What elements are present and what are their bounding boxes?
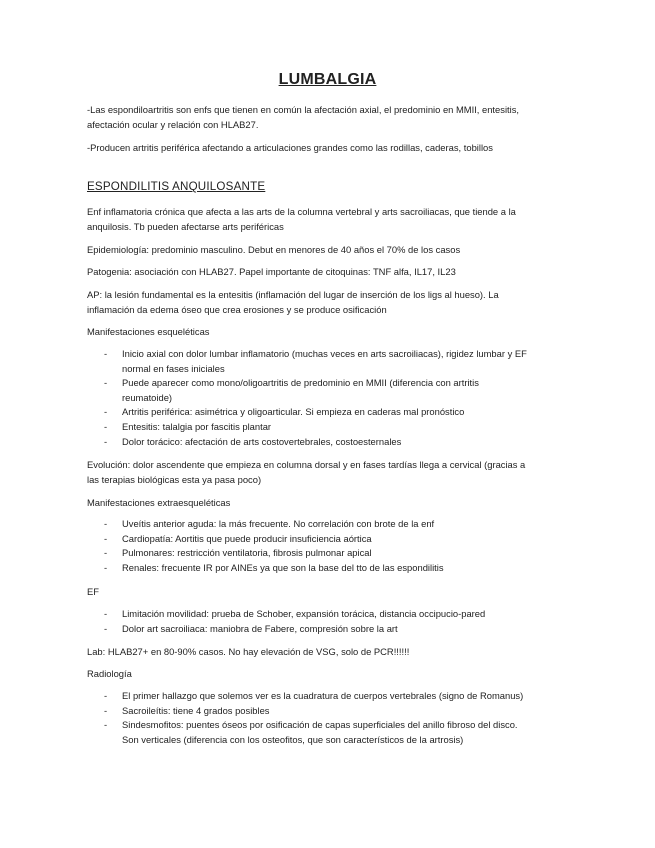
radiologia-label: Radiología	[87, 668, 132, 679]
list-item-text: Uveítis anterior aguda: la más frecuente. No correlación con brote de la enf	[122, 518, 435, 529]
intro-text-2: -Producen artritis periférica afectando a articulaciones grandes como las rodillas, caderas, tobillos	[87, 142, 493, 153]
list-item: - Puede aparecer como mono/oligoartritis de predominio en MMII (diferencia con artritis reumatoide)	[104, 377, 479, 403]
list-item-text: Cardiopatía: Aortitis que puede producir insuficiencia aórtica	[122, 532, 372, 544]
list-item-text: Pulmonares: restricción ventilatoria, fibrosis pulmonar apical	[122, 547, 372, 559]
list-item: - Entesitis: talalgia por fascitis plantar	[104, 420, 272, 432]
list-item: - Uveítis anterior aguda: la más frecuente. No correlación con brote de la enf	[104, 518, 435, 529]
list-item-text: Puede aparecer como mono/oligoartritis de predominio en MMII (diferencia con artritis reumatoide)	[122, 377, 479, 403]
ef-label: EF	[87, 586, 99, 597]
intro-paragraph-2	[87, 141, 527, 156]
list-item: - Cardiopatía: Aortitis que puede producir insuficiencia aórtica	[104, 532, 372, 544]
list-item: - Dolor art sacroiliaca: maniobra de Fabere, compresión sobre la art	[104, 622, 398, 634]
list-item: - Sacroileítis: tiene 4 grados posibles	[104, 704, 270, 716]
intro-paragraph-1	[87, 103, 527, 132]
manif-esq-list	[87, 347, 527, 449]
list-item: - Artritis periférica: asimétrica y oligoarticular. Si empieza en caderas mal pronóstico	[104, 406, 465, 418]
lab-text: Lab: HLAB27+ en 80-90% casos. No hay elevación de VSG, solo de PCR!!!!!!	[87, 646, 410, 657]
epidemiologia-paragraph	[87, 243, 527, 258]
list-item-text: Dolor art sacroiliaca: maniobra de Fabere, compresión sobre la art	[122, 622, 398, 634]
list-item-text: Renales: frecuente IR por AINEs ya que son la base del tto de las espondilitis	[122, 561, 444, 573]
evolucion-paragraph	[87, 458, 527, 487]
list-item-text: Sacroileítis: tiene 4 grados posibles	[122, 704, 270, 716]
list-item: - Sindesmofitos: puentes óseos por osificación de capas superficiales del anillo fibroso del disco. Son verticales (diferencia con los osteofitos, que son característicos de la artrosis)	[104, 719, 518, 745]
epidemiologia-text: Epidemiología: predominio masculino. Debut en menores de 40 años el 70% de los casos	[87, 244, 461, 255]
list-item-text: Entesitis: talalgia por fascitis plantar	[122, 420, 272, 432]
ef-list	[87, 607, 527, 636]
intro-text-1: -Las espondiloartritis son enfs que tienen en común la afectación axial, el predominio en MMII, entesitis, afectación ocular y relación con HLAB27.	[87, 104, 520, 130]
list-item: - Dolor torácico: afectación de arts costovertebrales, costoesternales	[104, 435, 402, 447]
list-item: - El primer hallazgo que solemos ver es la cuadratura de cuerpos vertebrales (signo de Romanus)	[104, 690, 524, 701]
evolucion-text: Evolución: dolor ascendente que empieza en columna dorsal y en fases tardías llega a cervical (gracias a las terapias biológicas esta ya pasa poco)	[87, 459, 526, 485]
list-item-text: Sindesmofitos: puentes óseos por osificación de capas superficiales del anillo fibroso del disco. Son verticales (diferencia con los osteofitos, que son característicos de la artrosis)	[122, 719, 518, 745]
manif-extra-list	[87, 517, 527, 575]
patogenia-paragraph	[87, 265, 527, 280]
page-title: LUMBALGIA	[278, 71, 377, 88]
list-item-text: El primer hallazgo que solemos ver es la cuadratura de cuerpos vertebrales (signo de Romanus)	[122, 690, 524, 701]
lab-paragraph	[87, 645, 527, 660]
ap-paragraph	[87, 288, 527, 317]
section-heading: ESPONDILITIS ANQUILOSANTE	[87, 180, 266, 193]
list-item: - Renales: frecuente IR por AINEs ya que son la base del tto de las espondilitis	[104, 561, 444, 573]
list-item: - Limitación movilidad: prueba de Schober, expansión torácica, distancia occipucio-pared	[104, 608, 486, 619]
manif-extra-label: Manifestaciones extraesqueléticas	[87, 497, 231, 508]
list-item-text: Artritis periférica: asimétrica y oligoarticular. Si empieza en caderas mal pronóstico	[122, 406, 465, 418]
list-item-text: Limitación movilidad: prueba de Schober, expansión torácica, distancia occipucio-pared	[122, 608, 486, 619]
manif-esq-label: Manifestaciones esqueléticas	[87, 326, 210, 337]
list-item: - Pulmonares: restricción ventilatoria, fibrosis pulmonar apical	[104, 547, 372, 559]
radiologia-list	[87, 689, 527, 747]
list-item-text: Dolor torácico: afectación de arts costovertebrales, costoesternales	[122, 435, 402, 447]
ap-text: AP: la lesión fundamental es la entesitis (inflamación del lugar de inserción de los ligs al hueso). La inflamación da edema óseo que crea erosiones y se produce osificación	[87, 289, 499, 315]
patogenia-text: Patogenia: asociación con HLAB27. Papel importante de citoquinas: TNF alfa, IL17, IL23	[87, 266, 456, 277]
definition-paragraph	[87, 205, 527, 234]
list-item: - Inicio axial con dolor lumbar inflamatorio (muchas veces en arts sacroiliacas), rigidez lumbar y EF normal en fases iniciales	[104, 348, 527, 374]
definition-text: Enf inflamatoria crónica que afecta a las arts de la columna vertebral y arts sacroiliacas, que tiende a la anquilosis. Tb pueden afectarse arts periféricas	[87, 206, 516, 232]
list-item-text: Inicio axial con dolor lumbar inflamatorio (muchas veces en arts sacroiliacas), rigidez lumbar y EF normal en fases iniciales	[122, 348, 527, 374]
